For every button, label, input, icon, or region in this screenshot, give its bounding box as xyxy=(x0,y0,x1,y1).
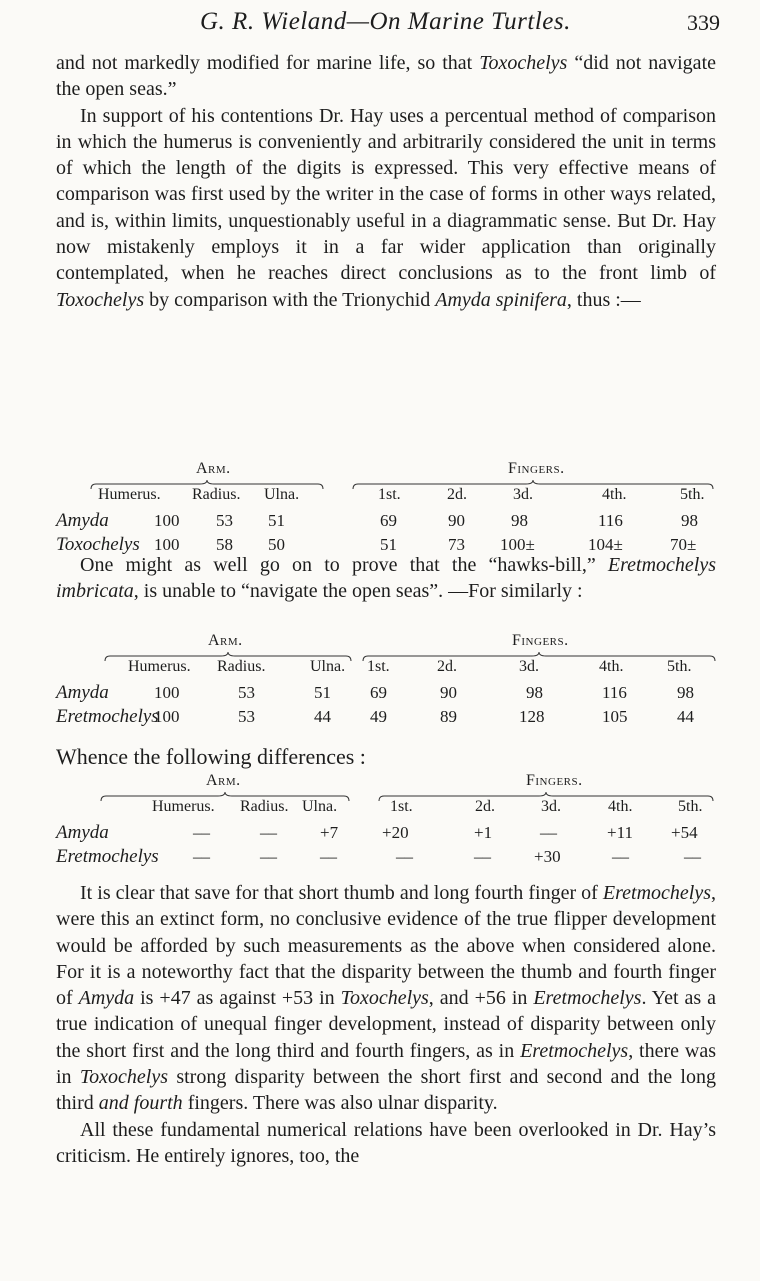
table-cell: 90 xyxy=(440,683,457,702)
running-head: G. R. Wieland—On Marine Turtles. xyxy=(200,8,571,35)
table-cell: +30 xyxy=(534,847,561,866)
text-span: It is clear that save for that short thumb and long fourth finger of xyxy=(80,882,603,904)
table-cell: +54 xyxy=(671,823,698,842)
paragraph-2 xyxy=(56,552,716,605)
table-group-arm: Arm. xyxy=(206,772,241,789)
table-cell: 100 xyxy=(154,683,180,702)
text-span: “did not navigate the open seas.” xyxy=(56,52,716,101)
row-label: Amyda xyxy=(56,822,109,843)
table-cell: 98 xyxy=(526,683,543,702)
col-header: 1st. xyxy=(367,658,390,675)
table-cell: –– xyxy=(540,823,557,842)
col-header: Radius. xyxy=(192,486,241,503)
table-cell: –– xyxy=(474,847,491,866)
col-header: 4th. xyxy=(599,658,624,675)
page-number: 339 xyxy=(687,10,720,35)
table-cell: 73 xyxy=(448,535,465,554)
text-span: is +47 as against +53 in xyxy=(134,987,341,1010)
text-span: by comparison with the Trionychid xyxy=(144,288,436,311)
table-cell: 128 xyxy=(519,707,545,726)
table-cell: +7 xyxy=(320,823,339,842)
table-cell: 116 xyxy=(598,511,623,530)
table-cell: 53 xyxy=(238,707,255,726)
text-span: fingers. There was also ulnar disparity. xyxy=(182,1092,498,1115)
table-cell: 100 xyxy=(154,511,180,530)
row-label: Amyda xyxy=(56,510,109,531)
table-cell: +11 xyxy=(607,823,633,842)
row-label: Eretmochelys xyxy=(56,846,159,867)
taxon-name: Amyda xyxy=(78,987,135,1010)
table-cell: 98 xyxy=(511,511,528,530)
brace-fingers xyxy=(362,652,716,662)
col-header: Humerus. xyxy=(152,798,215,815)
taxon-name: Toxochelys xyxy=(56,288,145,311)
table-cell: –– xyxy=(320,847,337,866)
table-cell: 100 xyxy=(154,707,180,726)
col-header: 1st. xyxy=(390,798,413,815)
table-group-arm: Arm. xyxy=(196,460,231,477)
col-header: 5th. xyxy=(667,658,692,675)
col-header: 1st. xyxy=(378,486,401,503)
paragraph-3 xyxy=(56,880,716,1169)
table-cell: 90 xyxy=(448,511,465,530)
table-cell: 69 xyxy=(380,511,397,530)
table-cell: –– xyxy=(260,847,277,866)
text-span: , and +56 in xyxy=(428,987,534,1010)
taxon-name: Toxochelys xyxy=(79,1066,169,1089)
col-header: Radius. xyxy=(240,798,289,815)
paragraph-1 xyxy=(56,50,716,313)
col-header: 4th. xyxy=(608,798,633,815)
table-cell: –– xyxy=(193,847,210,866)
table-cell: 104± xyxy=(588,535,623,554)
table-cell: 51 xyxy=(314,683,331,702)
text-span: , is unable to “navigate the open seas”. —For similarly : xyxy=(133,580,583,603)
table-group-arm: Arm. xyxy=(208,632,243,649)
col-header: Humerus. xyxy=(98,486,161,503)
taxon-name: Eretmochelys xyxy=(533,987,642,1010)
col-header: Radius. xyxy=(217,658,266,675)
table-cell: +20 xyxy=(382,823,409,842)
text-span: One might as well go on to prove that the “hawks-bill,” xyxy=(80,554,608,576)
taxon-name: Eretmochelys imbricata xyxy=(56,554,716,603)
col-header: 3d. xyxy=(519,658,539,675)
text-span: In support of his contentions Dr. Hay uses a percentual method of comparison in which the humerus is conveniently and arbitrarily considered the unit in terms of which the length of the digits is expressed. This very effective means of comparison was first used by the writer in the case of forms in other ways related, and is, within limits, unquestionably useful in a diagrammatic sense. But Dr. Hay now mistakenly employs it in a far wider application than originally contemplated, when he reaches direct conclusions as to the front limb of xyxy=(56,104,716,285)
table-cell: 100± xyxy=(500,535,535,554)
table-group-fingers: Fingers. xyxy=(512,632,569,649)
table-cell: –– xyxy=(396,847,413,866)
table-cell: 44 xyxy=(314,707,331,726)
col-header: 2d. xyxy=(437,658,457,675)
table-group-fingers: Fingers. xyxy=(526,772,583,789)
table-cell: 69 xyxy=(370,683,387,702)
taxon-name: Amyda spinifera xyxy=(435,288,567,311)
table-cell: –– xyxy=(684,847,701,866)
table-cell: 51 xyxy=(380,535,397,554)
between-text xyxy=(56,744,716,770)
table-cell: 100 xyxy=(154,535,180,554)
table-cell: 53 xyxy=(216,511,233,530)
table-cell: –– xyxy=(612,847,629,866)
col-header: 5th. xyxy=(678,798,703,815)
row-label: Eretmochelys xyxy=(56,706,159,727)
col-header: 4th. xyxy=(602,486,627,503)
text-span: All these fundamental numerical relations have been overlooked in Dr. Hay’s criticism. He entirely ignores, too, the xyxy=(56,1118,716,1167)
text-span: . Yet as a true indication of unequal finger development, instead of disparity between only the short first and the long third and fourth fingers, as in xyxy=(56,987,716,1062)
row-label: Toxochelys xyxy=(56,534,140,555)
table-cell: +1 xyxy=(474,823,493,842)
table-cell: –– xyxy=(193,823,210,842)
col-header: 2d. xyxy=(475,798,495,815)
table-cell: 50 xyxy=(268,535,285,554)
col-header: 3d. xyxy=(513,486,533,503)
col-header: Ulna. xyxy=(264,486,300,503)
col-header: Humerus. xyxy=(128,658,191,675)
table-cell: 89 xyxy=(440,707,457,726)
table-cell: 49 xyxy=(370,707,387,726)
row-label: Amyda xyxy=(56,682,109,703)
table-cell: 58 xyxy=(216,535,233,554)
page-header xyxy=(0,8,760,42)
text-span: , were this an extinct form, no conclusive evidence of the true flipper development would be afforded by such measurements as the above when considered alone. For it is a noteworthy fact that the disparity between the thumb and fourth finger of xyxy=(56,882,716,1010)
taxon-name: Eretmochelys xyxy=(520,1039,629,1062)
table-cell: 51 xyxy=(268,511,285,530)
table-cell: 116 xyxy=(602,683,627,702)
col-header: 2d. xyxy=(447,486,467,503)
col-header: 5th. xyxy=(680,486,705,503)
text-span: strong disparity between the short first and second and the long third xyxy=(56,1066,716,1115)
text-span: , there was in xyxy=(56,1039,716,1089)
table-cell: 98 xyxy=(677,683,694,702)
text-span: Whence the following differences : xyxy=(56,744,366,769)
col-header: Ulna. xyxy=(310,658,346,675)
emphasis: and fourth xyxy=(98,1092,183,1115)
table-cell: 44 xyxy=(677,707,694,726)
table-cell: 70± xyxy=(670,535,697,554)
taxon-name: Toxochelys xyxy=(340,987,429,1010)
text-span: and not markedly modified for marine life, so that xyxy=(56,52,480,74)
taxon-name: Toxochelys xyxy=(479,52,568,74)
table-cell: 105 xyxy=(602,707,628,726)
taxon-name: Eretmochelys xyxy=(602,882,711,904)
table-cell: 53 xyxy=(238,683,255,702)
table-cell: –– xyxy=(260,823,277,842)
col-header: 3d. xyxy=(541,798,561,815)
brace-fingers xyxy=(352,480,714,490)
text-span: , thus :— xyxy=(566,288,641,311)
col-header: Ulna. xyxy=(302,798,338,815)
table-group-fingers: Fingers. xyxy=(508,460,565,477)
table-cell: 98 xyxy=(681,511,698,530)
